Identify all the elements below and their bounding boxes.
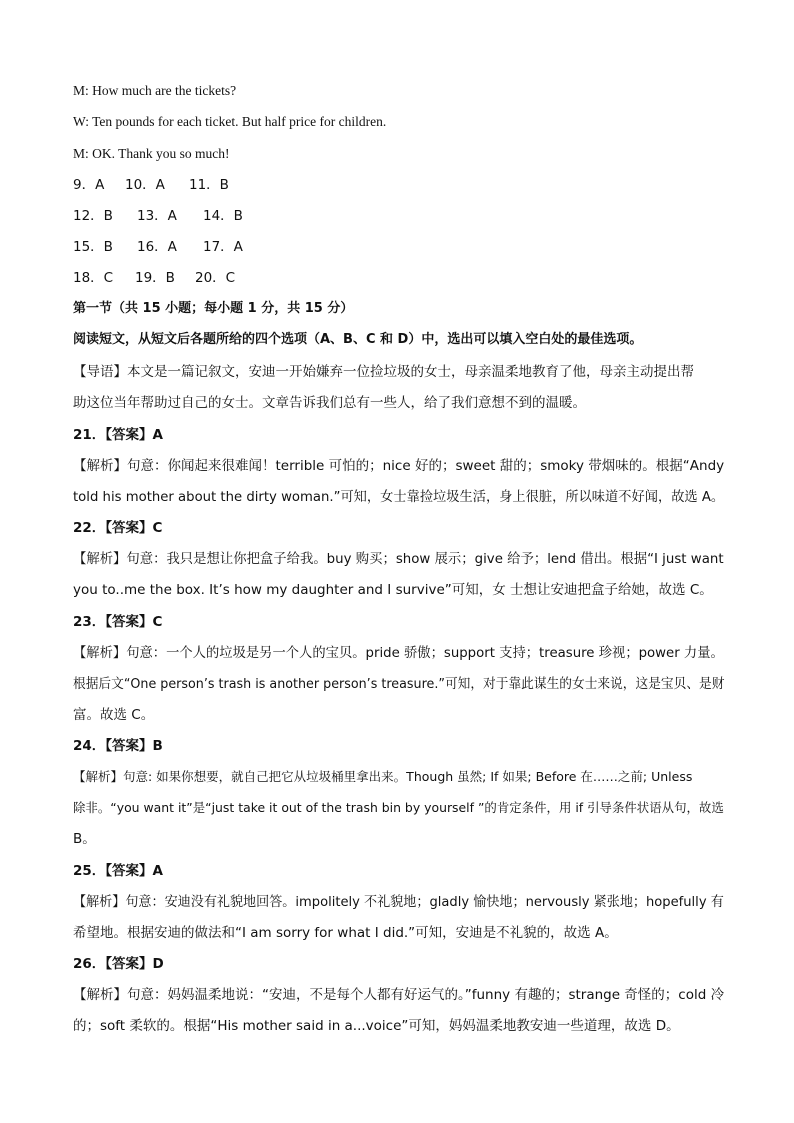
analysis-line: 【解析】句意：妈妈温柔地说：“安迪，不是每个人都有好运气的。”funny 有趣的；strange 奇怪的；cold 冷: [73, 987, 725, 1003]
analysis-line: 【解析】句意：安迪没有礼貌地回答。impolitely 不礼貌地；gladly 愉快地；nervously 紧张地；hopefully 有: [73, 894, 724, 910]
section-heading: 第一节（共 15 小题；每小题 1 分，共 15 分）: [73, 301, 354, 316]
answer-key: 10．A: [125, 177, 165, 193]
analysis-line: 【解析】句意：你闻起来很难闻！terrible 可怕的；nice 好的；sweet 甜的；smoky 带烟味的。根据“Andy: [73, 458, 725, 474]
answer-label: 23．【答案】C: [73, 614, 163, 630]
analysis-line: 除非。“you want it”是“just take it out of the trash bin by yourself ”的肯定条件，用 if 引导条件状语从句，故选: [73, 800, 724, 815]
answer-key: 16．A: [137, 239, 177, 255]
answer-row: [73, 175, 229, 195]
answer-key: 13．A: [137, 208, 177, 224]
dialogue-line: W: Ten pounds for each ticket. But half price for children.: [73, 114, 387, 129]
answer-key: 11．B: [189, 177, 229, 193]
section-instruction: 阅读短文，从短文后各题所给的四个选项（A、B、C 和 D）中，选出可以填入空白处的最佳选项。: [73, 332, 643, 347]
answer-label: 24．【答案】B: [73, 738, 163, 754]
answer-key: 19．B: [135, 270, 175, 286]
answer-key: 20．C: [195, 270, 236, 286]
answer-key: 9．A: [73, 177, 105, 193]
answer-label: 26．【答案】D: [73, 956, 164, 972]
answer-row: [73, 237, 243, 257]
intro-line: 助这位当年帮助过自己的女士。文章告诉我们总有一些人，给了我们意想不到的温暖。: [73, 395, 586, 411]
analysis-line: 【解析】句意：一个人的垃圾是另一个人的宝贝。pride 骄傲；support 支持；treasure 珍视；power 力量。: [73, 645, 724, 661]
analysis-line: you to..me the box. It’s how my daughter and I survive”可知，女 士想让安迪把盒子给她，故选 C。: [73, 582, 713, 598]
analysis-line: 富。故选 C。: [73, 707, 155, 723]
answer-label: 21．【答案】A: [73, 427, 163, 443]
answer-label: 22．【答案】C: [73, 520, 163, 536]
analysis-line: 的；soft 柔软的。根据“His mother said in a...voice”可知，妈妈温柔地教安迪一些道理，故选 D。: [73, 1018, 680, 1034]
intro-line: 【导语】本文是一篇记叙文，安迪一开始嫌弃一位捡垃圾的女士，母亲温柔地教育了他，母亲主动提出帮: [73, 364, 694, 380]
analysis-line: B。: [73, 831, 96, 847]
dialogue-line: M: OK. Thank you so much!: [73, 146, 230, 161]
answer-key: 15．B: [73, 239, 113, 255]
answer-row: [73, 206, 243, 226]
answer-label: 25．【答案】A: [73, 863, 163, 879]
analysis-line: 希望地。根据安迪的做法和“I am sorry for what I did.”可知，安迪是不礼貌的，故选 A。: [73, 925, 618, 941]
answer-key: 17．A: [203, 239, 243, 255]
answer-row: [73, 268, 235, 288]
answer-key: 12．B: [73, 208, 113, 224]
analysis-line: 【解析】句意: 如果你想要，就自己把它从垃圾桶里拿出来。Though 虽然; If 如果; Before 在……之前; Unless: [73, 769, 693, 784]
analysis-line: told his mother about the dirty woman.”可知，女士靠捡垃圾生活，身上很脏，所以味道不好闻，故选 A。: [73, 489, 725, 505]
answer-key: 14．B: [203, 208, 243, 224]
analysis-line: 【解析】句意：我只是想让你把盒子给我。buy 购买；show 展示；give 给予；lend 借出。根据“I just want: [73, 551, 724, 567]
dialogue-line: M: How much are the tickets?: [73, 83, 237, 98]
answer-key: 18．C: [73, 270, 114, 286]
analysis-line: 根据后文“One person’s trash is another person’s treasure.”可知，对于靠此谋生的女士来说，这是宝贝、是财: [73, 676, 725, 692]
